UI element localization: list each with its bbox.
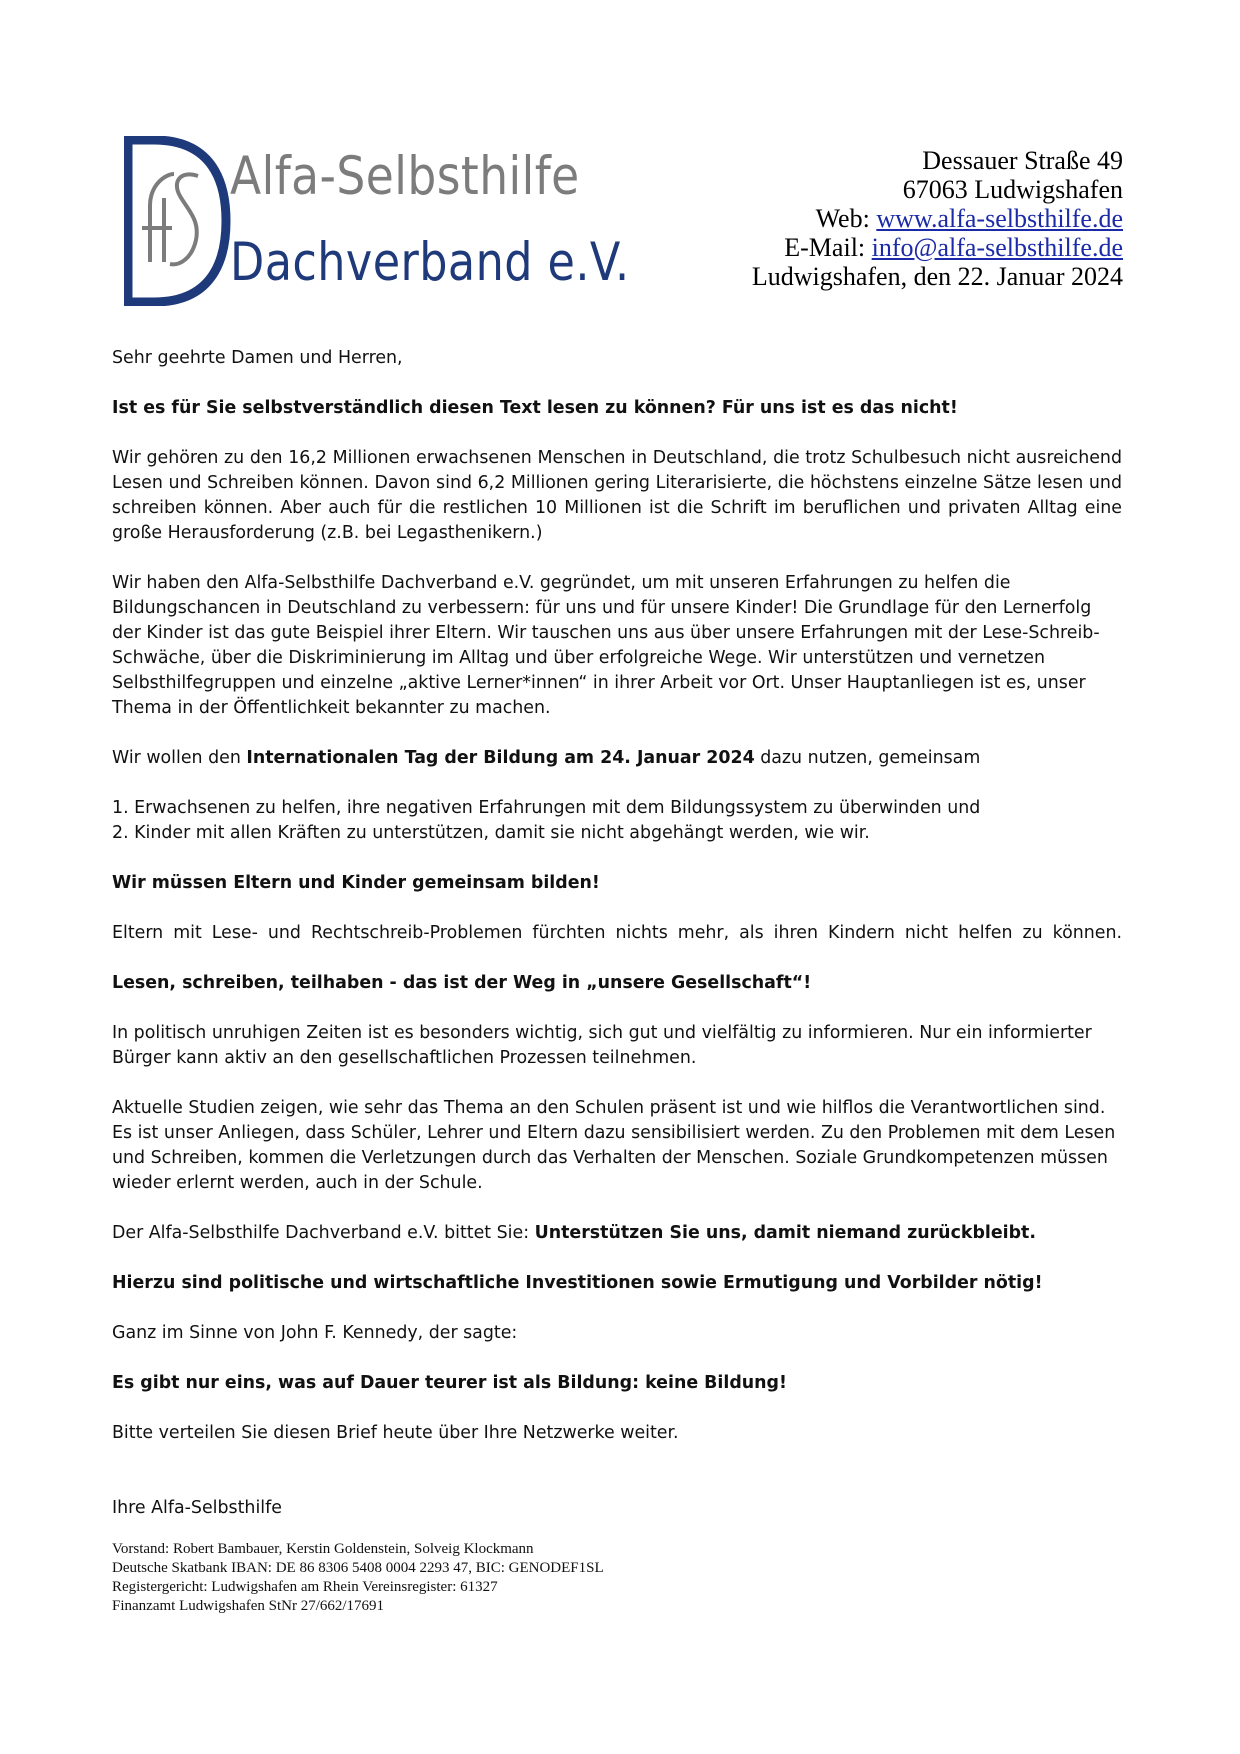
paragraph-politics: In politisch unruhigen Zeiten ist es besonders wichtig, sich gut und vielfältig zu informieren. Nur ein informierter Bürger kann aktiv an den gesellschaftlichen Prozessen teilnehmen.	[112, 1023, 1092, 1068]
website-link[interactable]: www.alfa-selbsthilfe.de	[876, 204, 1123, 233]
goals-list	[112, 796, 1122, 846]
logo-line-1: Alfa-Selbsthilfe	[230, 146, 580, 207]
headline	[112, 396, 1122, 421]
address-street: Dessauer Straße 49	[922, 146, 1123, 175]
kennedy-quote	[112, 1371, 1122, 1396]
quote-text: Es gibt nur eins, was auf Dauer teurer ist als Bildung: keine Bildung!	[112, 1373, 787, 1393]
address-email-line	[752, 233, 1123, 262]
paragraph-kennedy-intro: Ganz im Sinne von John F. Kennedy, der sagte:	[112, 1323, 518, 1343]
callout-text: Wir müssen Eltern und Kinder gemeinsam bilden!	[112, 873, 600, 893]
education-day-post: dazu nutzen, gemeinsam	[754, 748, 981, 768]
letter-date: Ludwigshafen, den 22. Januar 2024	[751, 262, 1123, 291]
education-day-pre: Wir wollen den	[112, 748, 247, 768]
address-city: 67063 Ludwigshafen	[902, 175, 1123, 204]
salutation: Sehr geehrte Damen und Herren,	[112, 348, 403, 368]
callout-investments	[112, 1271, 1122, 1296]
organization-logo	[124, 136, 630, 306]
legal-footer	[112, 1540, 604, 1616]
paragraph-request	[112, 1221, 1122, 1246]
education-day-bold: Internationalen Tag der Bildung am 24. Januar 2024	[246, 748, 755, 768]
footer-register: Registergericht: Ludwigshafen am Rhein Vereinsregister: 61327	[112, 1579, 498, 1595]
closing-signature: Ihre Alfa-Selbsthilfe	[112, 1498, 282, 1518]
web-label: Web:	[815, 204, 877, 233]
footer-bank: Deutsche Skatbank IBAN: DE 86 8306 5408 0004 2293 47, BIC: GENODEF1SL	[112, 1560, 604, 1576]
headline-text: Ist es für Sie selbstverständlich diesen Text lesen zu können? Für uns ist es das nicht!	[112, 398, 958, 418]
footer-tax: Finanzamt Ludwigshafen StNr 27/662/17691	[112, 1598, 385, 1614]
email-link[interactable]: info@alfa-selbsthilfe.de	[871, 233, 1123, 262]
paragraph-statistics: Wir gehören zu den 16,2 Millionen erwachsenen Menschen in Deutschland, die trotz Schulbesuch nicht ausreichend Lesen und Schreiben können. Davon sind 6,2 Millionen gering Literarisierte, die höchstens einzelne Sätze lesen und schreiben können. Aber auch für die restlichen 10 Millionen ist die Schrift im beruflichen und privaten Alltag eine große Herausforderung (z.B. bei Legasthenikern.)	[112, 448, 1122, 543]
paragraph-parents: Eltern mit Lese- und Rechtschreib-Problemen fürchten nichts mehr, als ihren Kindern nicht helfen zu können.	[112, 923, 1122, 943]
callout-parents-children	[112, 871, 1122, 896]
das-monogram-logo-icon	[124, 136, 234, 306]
paragraph-about: Wir haben den Alfa-Selbsthilfe Dachverband e.V. gegründet, um mit unseren Erfahrungen zu helfen die Bildungschancen in Deutschland zu verbessern: für uns und für unsere Kinder! Die Grundlage für den Lernerfolg der Kinder ist das gute Beispiel ihrer Eltern. Wir tauschen uns aus über unsere Erfahrungen mit der Lese-Schreib-Schwäche, über die Diskriminierung im Alltag und über erfolgreiche Wege. Wir unterstützen und vernetzen Selbsthilfegruppen und einzelne „aktive Lerner*innen“ in ihrer Arbeit vor Ort. Unser Hauptanliegen ist es, unser Thema in der Öffentlichkeit bekannter zu machen.	[112, 573, 1100, 718]
logo-line-2: Dachverband e.V.	[230, 232, 630, 293]
request-pre: Der Alfa-Selbsthilfe Dachverband e.V. bittet Sie:	[112, 1223, 535, 1243]
letter-body	[112, 346, 1122, 1546]
paragraph-share: Bitte verteilen Sie diesen Brief heute über Ihre Netzwerke weiter.	[112, 1423, 679, 1443]
paragraph-education-day	[112, 746, 1122, 771]
callout-reading-writing	[112, 971, 1122, 996]
footer-board: Vorstand: Robert Bambauer, Kerstin Goldenstein, Solveig Klockmann	[112, 1541, 534, 1557]
sender-address	[752, 146, 1123, 291]
request-bold: Unterstützen Sie uns, damit niemand zurückbleibt.	[534, 1223, 1036, 1243]
callout-text: Hierzu sind politische und wirtschaftliche Investitionen sowie Ermutigung und Vorbilder nötig!	[112, 1273, 1043, 1293]
list-item: 1. Erwachsenen zu helfen, ihre negativen Erfahrungen mit dem Bildungssystem zu überwinden und	[112, 798, 981, 818]
address-web-line	[752, 204, 1123, 233]
callout-text: Lesen, schreiben, teilhaben - das ist der Weg in „unsere Gesellschaft“!	[112, 973, 812, 993]
email-label: E-Mail:	[784, 233, 872, 262]
paragraph-studies: Aktuelle Studien zeigen, wie sehr das Thema an den Schulen präsent ist und wie hilflos die Verantwortlichen sind. Es ist unser Anliegen, dass Schüler, Lehrer und Eltern dazu sensibilisiert werden. Zu den Problemen mit dem Lesen und Schreiben, kommen die Verletzungen durch das Verhalten der Menschen. Soziale Grundkompetenzen müssen wieder erlernt werden, auch in der Schule.	[112, 1098, 1116, 1193]
list-item: 2. Kinder mit allen Kräften zu unterstützen, damit sie nicht abgehängt werden, wie wir.	[112, 823, 870, 843]
